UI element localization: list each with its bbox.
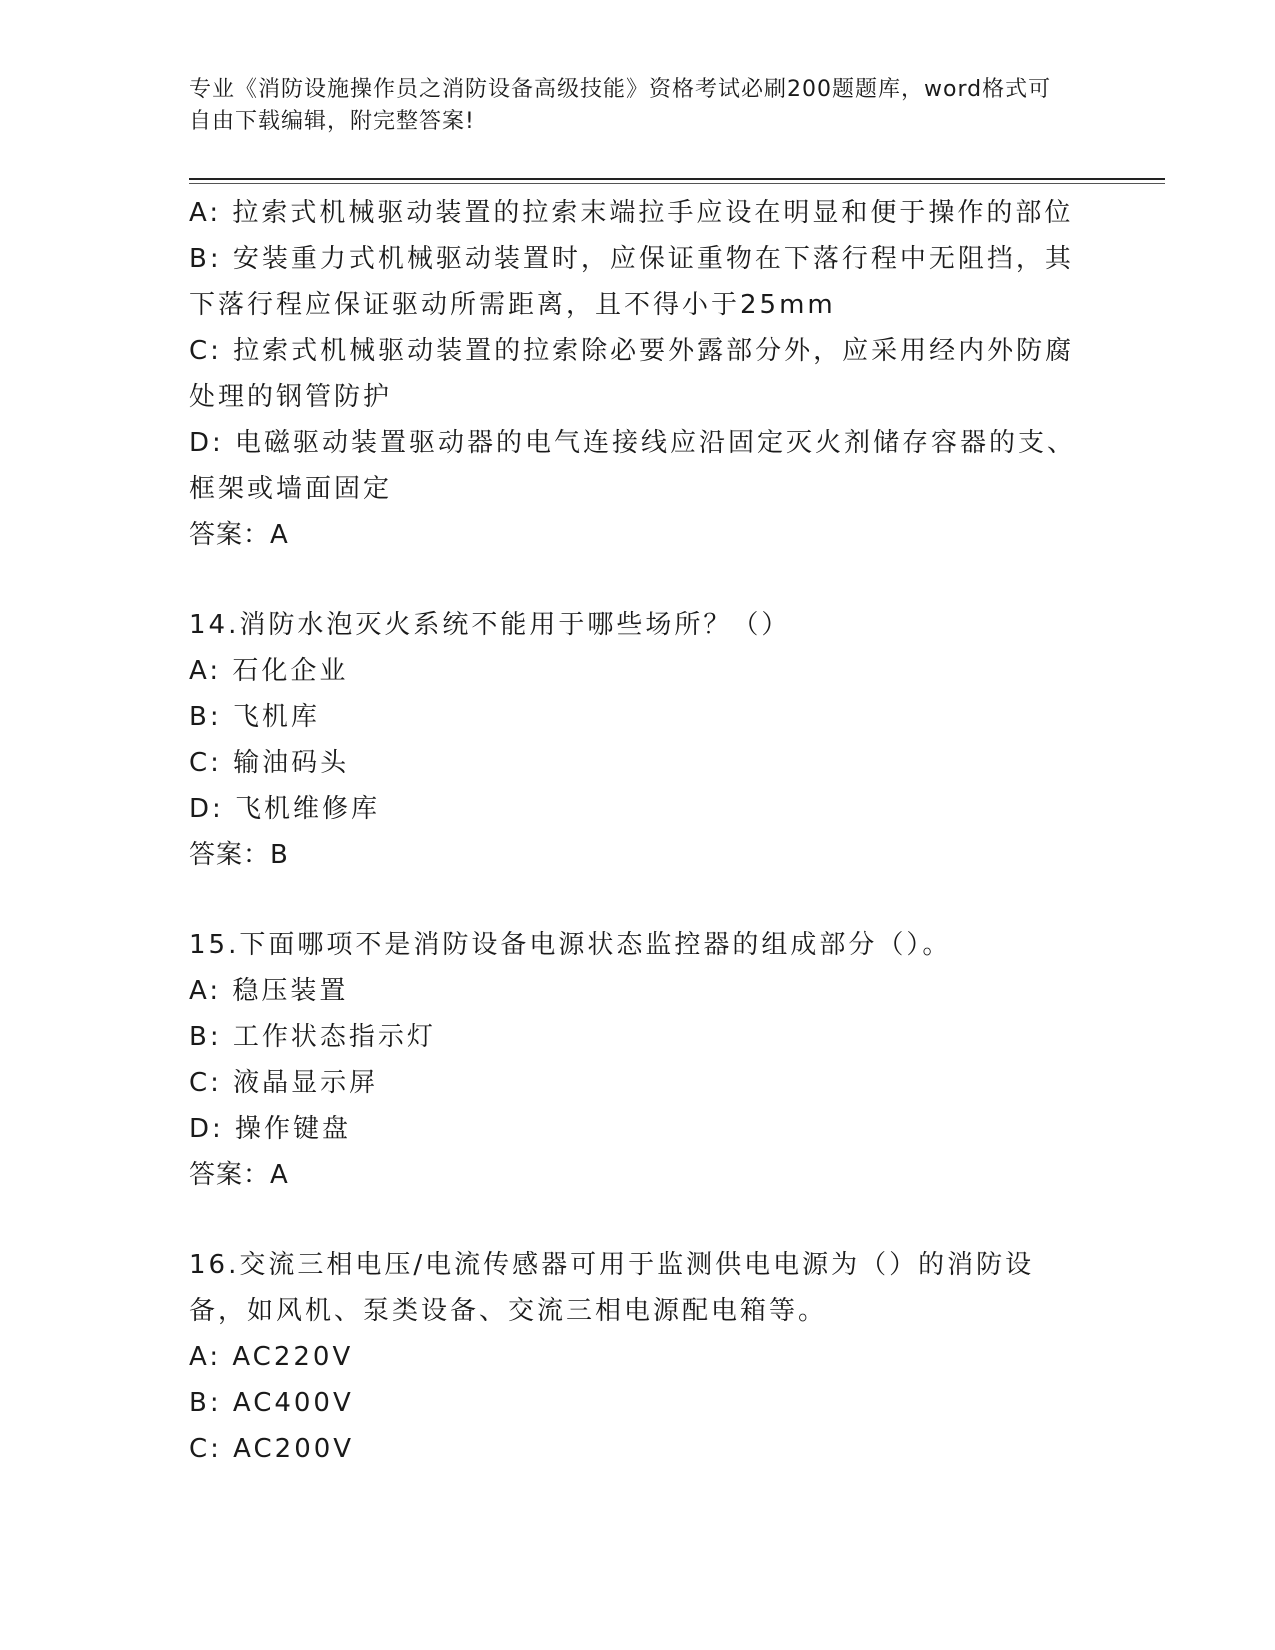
- option-b: B: 飞机库: [189, 702, 320, 732]
- option-a: A: 稳压装置: [189, 976, 349, 1006]
- answer-line: 答案：B: [189, 840, 289, 870]
- question-16: [189, 1242, 1089, 1472]
- option-d: D: 电磁驱动装置驱动器的电气连接线应沿固定灭火剂储存容器的支、框架或墙面固定: [189, 428, 1077, 504]
- question-text: 14.消防水泡灭火系统不能用于哪些场所？（）: [189, 610, 791, 640]
- option-c: C: 拉索式机械驱动装置的拉索除必要外露部分外，应采用经内外防腐处理的钢管防护: [189, 336, 1075, 412]
- question-spacer: [189, 558, 1089, 602]
- question-text: 16.交流三相电压/电流传感器可用于监测供电电源为（）的消防设备，如风机、泵类设备、交流三相电源配电箱等。: [189, 1250, 1035, 1326]
- answer-line: 答案：A: [189, 1160, 289, 1190]
- option-a: A: 拉索式机械驱动装置的拉索末端拉手应设在明显和便于操作的部位: [189, 198, 1074, 228]
- option-d: D: 飞机维修库: [189, 794, 381, 824]
- header-divider-thin: [189, 183, 1165, 184]
- option-b: B: AC400V: [189, 1388, 354, 1418]
- option-d: D: 操作键盘: [189, 1114, 352, 1144]
- question-content: [189, 190, 1089, 1472]
- option-a: A: AC220V: [189, 1342, 354, 1372]
- header-divider-thick: [189, 178, 1165, 180]
- option-b: B: 安装重力式机械驱动装置时，应保证重物在下落行程中无阻挡，其下落行程应保证驱动所需距离，且不得小于25mm: [189, 244, 1074, 320]
- question-13-options: [189, 190, 1089, 558]
- question-spacer: [189, 878, 1089, 922]
- option-c: C: 输油码头: [189, 748, 350, 778]
- question-text: 15.下面哪项不是消防设备电源状态监控器的组成部分（）。: [189, 930, 952, 960]
- question-14: [189, 602, 1089, 878]
- option-c: C: AC200V: [189, 1434, 355, 1464]
- option-b: B: 工作状态指示灯: [189, 1022, 436, 1052]
- option-c: C: 液晶显示屏: [189, 1068, 379, 1098]
- document-header: 专业《消防设施操作员之消防设备高级技能》资格考试必刷200题题库，word格式可自由下载编辑，附完整答案!: [189, 77, 1052, 134]
- option-a: A: 石化企业: [189, 656, 349, 686]
- question-spacer: [189, 1198, 1089, 1242]
- answer-line: 答案：A: [189, 520, 289, 550]
- question-15: [189, 922, 1089, 1198]
